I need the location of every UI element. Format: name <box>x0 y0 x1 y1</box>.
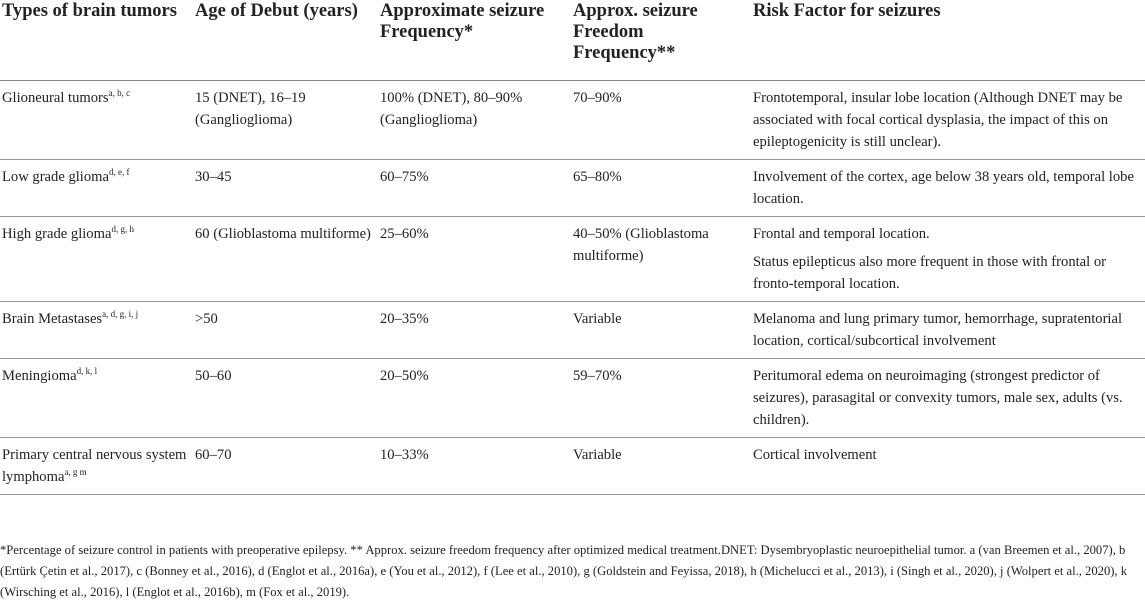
cell-risk-factor <box>751 160 1145 217</box>
tumor-type-label: High grade glioma <box>2 226 112 242</box>
cell-tumor-type <box>0 160 193 217</box>
cell-seizure-freedom: Variable <box>571 438 751 495</box>
table-row <box>0 160 1145 217</box>
risk-factor-text: Frontal and temporal location. <box>753 226 930 242</box>
reference-superscript: a, g m <box>64 467 87 478</box>
risk-factor-text: Status epilepticus also more frequent in those with frontal or fronto-temporal location. <box>753 254 1107 292</box>
risk-factor-text: Involvement of the cortex, age below 38 years old, temporal lobe location. <box>753 169 1134 207</box>
cell-tumor-type <box>0 438 193 495</box>
cell-seizure-freedom: Variable <box>571 302 751 359</box>
cell-seizure-frequency: 20–35% <box>378 302 571 359</box>
header-age-of-debut: Age of Debut (years) <box>193 0 378 81</box>
cell-seizure-frequency: 60–75% <box>378 160 571 217</box>
tumor-type-label: Brain Metastases <box>2 311 103 327</box>
cell-seizure-frequency: 20–50% <box>378 359 571 438</box>
cell-risk-factor <box>751 302 1145 359</box>
cell-seizure-freedom: 65–80% <box>571 160 751 217</box>
header-row <box>0 0 1145 81</box>
cell-seizure-frequency: 10–33% <box>378 438 571 495</box>
cell-age-of-debut: 50–60 <box>193 359 378 438</box>
tumor-type-label: Low grade glioma <box>2 169 109 185</box>
reference-superscript: d, k, l <box>76 366 98 377</box>
cell-risk-factor <box>751 217 1145 302</box>
tumor-type-label: Meningioma <box>2 368 77 384</box>
table-row <box>0 81 1145 160</box>
cell-tumor-type <box>0 217 193 302</box>
cell-age-of-debut: 30–45 <box>193 160 378 217</box>
risk-factor-text: Melanoma and lung primary tumor, hemorrhage, supratentorial location, cortical/subcortical involvement <box>753 311 1123 349</box>
cell-seizure-freedom: 59–70% <box>571 359 751 438</box>
cell-seizure-frequency: 100% (DNET), 80–90% (Ganglioglioma) <box>378 81 571 160</box>
cell-seizure-freedom: 70–90% <box>571 81 751 160</box>
cell-seizure-freedom: 40–50% (Glioblastoma multiforme) <box>571 217 751 302</box>
cell-risk-factor <box>751 438 1145 495</box>
header-risk-factor: Risk Factor for seizures <box>751 0 1145 81</box>
tumor-type-label: Primary central nervous system lymphoma <box>2 447 187 485</box>
cell-age-of-debut: 60–70 <box>193 438 378 495</box>
cell-age-of-debut: 15 (DNET), 16–19 (Ganglioglioma) <box>193 81 378 160</box>
cell-tumor-type <box>0 302 193 359</box>
table-footnote: *Percentage of seizure control in patients with preoperative epilepsy. ** Approx. seizure freedom frequency after optimized medical treatment.DNET: Dysembryoplastic neuroepithelial tumor. a (van Breemen et al., 2007), b (Ertürk Çetin et al., 2017), c (Bonney et al., 2016), d (Englot et al., 2016a), e (You et al., 2012), f (Lee et al., 2010), g (Goldstein and Feyissa, 2018), h (Michelucci et al., 2013), i (Singh et al., 2020), j (Wolpert et al., 2020), k (Wirsching et al., 2016), l (Englot et al., 2016b), m (Fox et al., 2019). <box>0 543 1128 599</box>
risk-factor-text: Peritumoral edema on neuroimaging (strongest predictor of seizures), parasagital or convexity tumors, male sex, adults (vs. children). <box>753 368 1123 428</box>
cell-age-of-debut: >50 <box>193 302 378 359</box>
cell-tumor-type <box>0 81 193 160</box>
cell-risk-factor <box>751 359 1145 438</box>
reference-superscript: a, d, g, i, j <box>102 309 139 320</box>
cell-seizure-frequency: 25–60% <box>378 217 571 302</box>
table-row <box>0 302 1145 359</box>
header-seizure-frequency: Approximate seizure Frequency* <box>378 0 571 81</box>
cell-risk-factor <box>751 81 1145 160</box>
table-row <box>0 217 1145 302</box>
reference-superscript: d, g, h <box>111 224 134 235</box>
header-seizure-freedom: Approx. seizure Freedom Frequency** <box>571 0 751 81</box>
reference-superscript: a, b, c <box>108 88 131 99</box>
table-row <box>0 359 1145 438</box>
header-tumor-type: Types of brain tumors <box>0 0 193 81</box>
tumor-type-label: Glioneural tumors <box>2 90 109 106</box>
risk-factor-text: Frontotemporal, insular lobe location (Although DNET may be associated with focal cortical dysplasia, the impact of this on epileptogenicity is still unclear). <box>753 90 1123 150</box>
cell-tumor-type <box>0 359 193 438</box>
reference-superscript: d, e, f <box>109 167 130 178</box>
cell-age-of-debut: 60 (Glioblastoma multiforme) <box>193 217 378 302</box>
table-row <box>0 438 1145 495</box>
risk-factor-text: Cortical involvement <box>753 447 877 463</box>
